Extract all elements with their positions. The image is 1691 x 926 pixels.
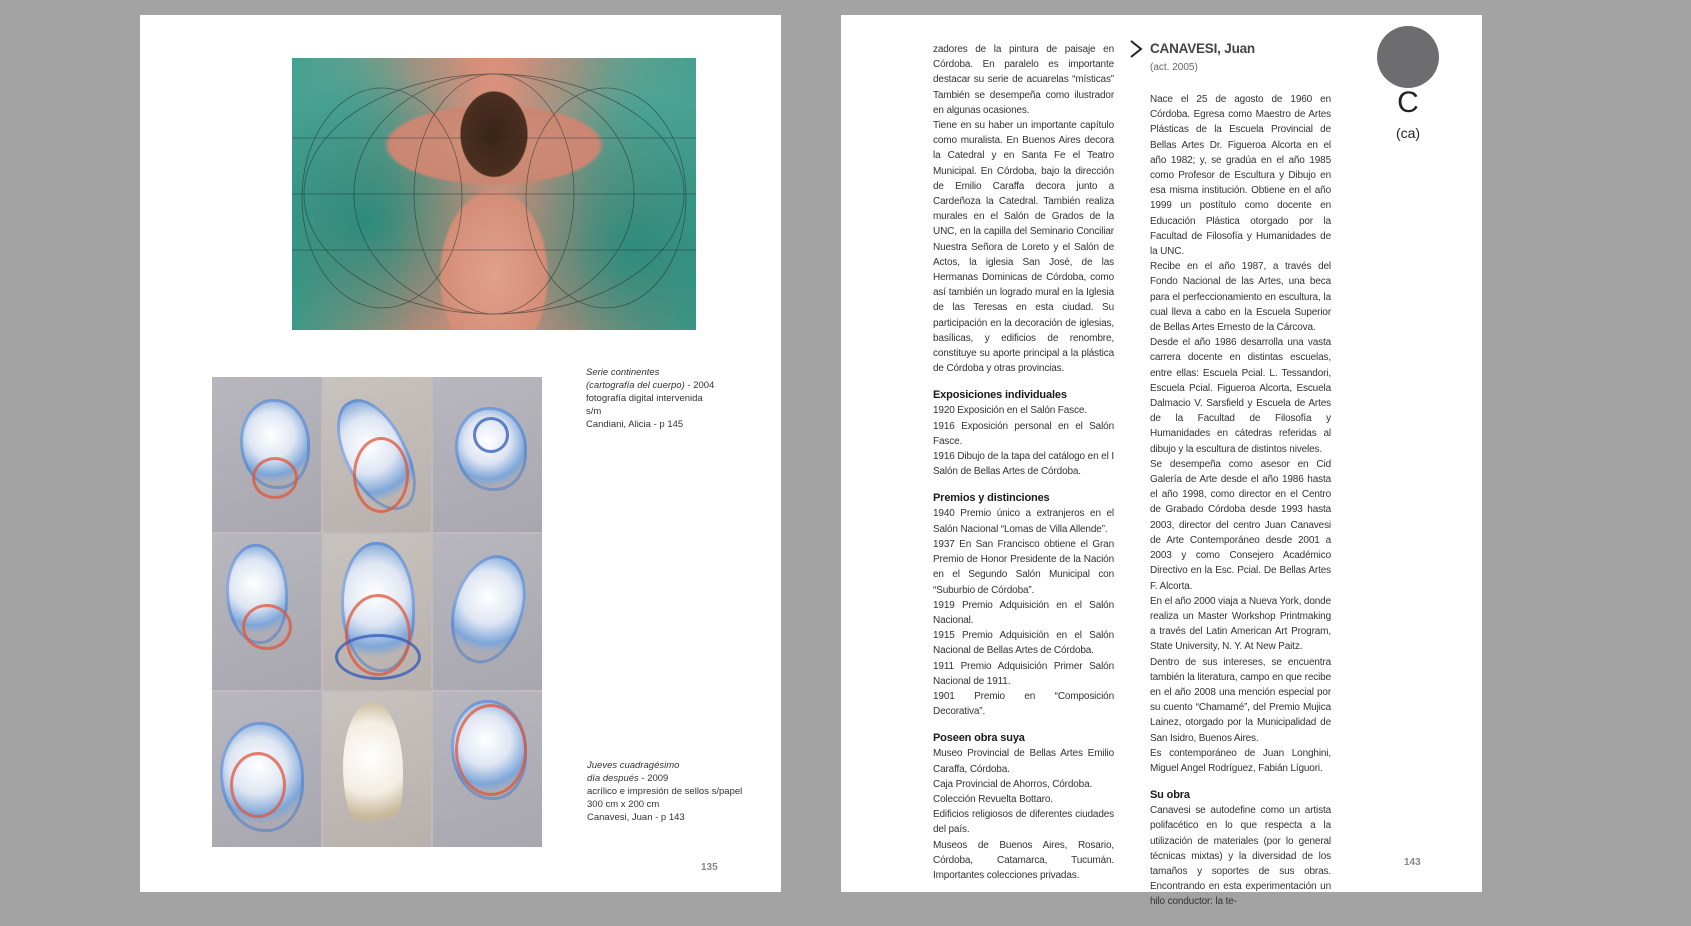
caption-jueves-cuadragesimo xyxy=(587,759,777,824)
list-item: 1916 Dibujo de la tapa del catálogo en el I Salón de Bellas Artes de Córdoba. xyxy=(933,451,1114,478)
body-paragraph: En el año 2000 viaja a Nueva York, donde realiza un Master Workshop Printmaking a través del Latin American Art Program, State University, N. Y. At New Paitz. xyxy=(1150,595,1331,653)
art-panel xyxy=(212,534,321,689)
caption-size: 300 cm x 200 cm xyxy=(587,799,660,810)
artist-name: CANAVESI, Juan xyxy=(1150,41,1255,56)
list-item: 1940 Premio único a extranjeros en el Salón Nacional “Lomas de Villa Allende”. xyxy=(933,508,1114,535)
list-item: Caja Provincial de Ahorros, Córdoba. xyxy=(933,778,1093,790)
list-item: Museo Provincial de Bellas Artes Emilio Caraffa, Córdoba. xyxy=(933,748,1114,775)
caption-year: - 2009 xyxy=(638,773,669,784)
body-paragraph: Nace el 25 de agosto de 1960 en Córdoba. Egresa como Maestro de Artes Plásticas de la Escuela Provincial de Bellas Artes Dr. Figueroa Alcorta en el año 1982; y, se gradúa en el año 1985 como Profesor de Escultura y Dibujo en esa misma institución. Obtiene en el año 1999 un postítulo como docente en Educación Plástica otorgado por la Facultad de Filosofía y Humanidades de la UNC. xyxy=(1150,94,1331,258)
art-panel xyxy=(212,692,321,847)
list-item: 1901 Premio en “Composición Decorativa”. xyxy=(933,690,1114,718)
body-paragraph: Tiene en su haber un importante capítulo como muralista. En Buenos Aires decora la Catedral y en Santa Fe el Teatro Municipal. En Córdoba, bajo la dirección de Emilio Caraffa decora junto a Cardeñoza la Catedral. También realiza murales en el Salón de Grados de la UNC, en la capilla del Seminario Conciliar Nuestra Señora de Loreto y el Salón de Actos, la iglesia San José, de las Hermanas Dominicas de Córdoba, como así también un logrado mural en la Iglesia de las Teresas en esta ciudad. Su participación en la decoración de iglesias, basílicas, y edificios de renombre, constituye su aporte principal a la plástica de Córdoba y otras provincias. xyxy=(933,120,1114,375)
section-letter-sub: (ca) xyxy=(1395,125,1421,141)
artwork-photo-serie-continentes xyxy=(292,58,696,330)
caption-ref: Candiani, Alicia - p 145 xyxy=(586,419,684,430)
caption-title: Serie continentes xyxy=(586,367,660,378)
text-column-left xyxy=(933,42,1114,883)
page-number: 135 xyxy=(701,862,718,873)
art-panel xyxy=(212,377,321,532)
caption-year: - 2004 xyxy=(684,380,715,391)
list-item: 1919 Premio Adquisición en el Salón Nacional. xyxy=(933,599,1114,626)
body-paragraph: zadores de la pintura de paisaje en Córdoba. En paralelo es importante destacar su serie de acuarelas “místicas” También se desempeña como ilustrador en algunas ocasiones. xyxy=(933,44,1114,116)
section-heading-premios: Premios y distinciones xyxy=(933,492,1050,505)
art-panel xyxy=(433,534,542,689)
section-letter: C xyxy=(1397,86,1419,119)
caption-title: Jueves cuadragésimo xyxy=(587,760,680,771)
art-panel xyxy=(323,692,432,847)
art-panel xyxy=(433,377,542,532)
section-heading-poseen: Poseen obra suya xyxy=(933,732,1025,745)
art-panel xyxy=(323,377,432,532)
body-paragraph: Dentro de sus intereses, se encuentra también la literatura, campo en que recibe en el año 2008 una mención especial por su cuento “Chamamé”, del Premio Mujica Lainez, otorgado por la Municipalidad de San Isidro, Buenos Aires. xyxy=(1150,656,1331,744)
text-column-right xyxy=(1150,92,1331,910)
list-item: Colección Revuelta Bottaro. xyxy=(933,793,1053,805)
list-item: Museos de Buenos Aires, Rosario, Córdoba, Catamarca, Tucumán. Importantes colecciones privadas. xyxy=(933,839,1114,881)
section-heading-su-obra: Su obra xyxy=(1150,789,1190,802)
caption-size: s/m xyxy=(586,406,602,417)
list-item: 1920 Exposición en el Salón Fasce. xyxy=(933,405,1087,417)
body-paragraph: Se desempeña como asesor en Cid Galería de Arte desde el año 1986 hasta el año 1998, como director en el Centro de Grabado Córdoba desde 1993 hasta 2003, director del centro Juan Canavesi de Arte Contemporáneo desde 2001 a 2003 y como Consejero Académico Directivo en la Esc. Pcial. De Bellas Artes F. Alcorta. xyxy=(1150,458,1331,592)
body-paragraph: Desde el año 1986 desarrolla una vasta carrera docente en distintas escuelas, entre ellas: Escuela Pcial. L. Tessandori, Escuela Pcial. Figueroa Alcorta, Escuela Dalmacio V. Sarsfield y Escuela de Artes de la Facultad de Filosofía y Humanidades en cátedras referidas al dibujo y la escultura de distintos niveles. xyxy=(1150,337,1331,455)
list-item: Edificios religiosos de diferentes ciudades del país. xyxy=(933,809,1114,836)
body-paragraph: Recibe en el año 1987, a través del Fondo Nacional de las Artes, una beca para el perfeccionamiento en escultura, la cual lleva a cabo en la Escuela Superior de Bellas Artes Ernesto de la Cárcova. xyxy=(1150,261,1331,334)
list-item: 1937 En San Francisco obtiene el Gran Premio de Honor Presidente de la Nación en el Segundo Salón Municipal con “Suburbio de Córdoba”. xyxy=(933,538,1114,596)
list-item: 1911 Premio Adquisición Primer Salón Nacional de 1911. xyxy=(933,660,1114,687)
right-page xyxy=(841,15,1482,908)
caption-title: (cartografía del cuerpo) xyxy=(586,380,685,391)
artwork-jueves-cuadragesimo xyxy=(212,377,542,847)
artist-active-year: (act. 2005) xyxy=(1150,62,1198,73)
list-item: 1916 Exposición personal en el Salón Fasce. xyxy=(933,420,1114,447)
caption-technique: acrílico e impresión de sellos s/papel xyxy=(587,786,743,797)
map-lines-overlay xyxy=(292,58,696,330)
caption-ref: Canavesi, Juan - p 143 xyxy=(587,812,685,823)
left-page xyxy=(140,15,781,892)
list-item: 1915 Premio Adquisición en el Salón Nacional de Bellas Artes de Córdoba. xyxy=(933,630,1114,657)
chevron-right-icon xyxy=(1128,40,1144,58)
caption-serie-continentes xyxy=(586,366,766,431)
section-letter-circle xyxy=(1377,26,1439,88)
caption-technique: fotografía digital intervenida xyxy=(586,393,703,404)
art-panel xyxy=(433,692,542,847)
body-paragraph: Es contemporáneo de Juan Longhini, Miguel Angel Rodríguez, Fabián Líguori. xyxy=(1150,747,1331,774)
art-panel xyxy=(323,534,432,689)
page-number: 143 xyxy=(1404,857,1421,868)
caption-title: día después xyxy=(587,773,639,784)
body-paragraph: Canavesi se autodefine como un artista polifacético en lo que respecta a la utilización de materiales (por lo general técnicas mixtas) y la diversidad de los tamaños y soportes de sus obras. Encontrando en esta experimentación un hilo conductor: la te- xyxy=(1150,805,1331,908)
section-heading-exposiciones: Exposiciones individuales xyxy=(933,389,1067,402)
